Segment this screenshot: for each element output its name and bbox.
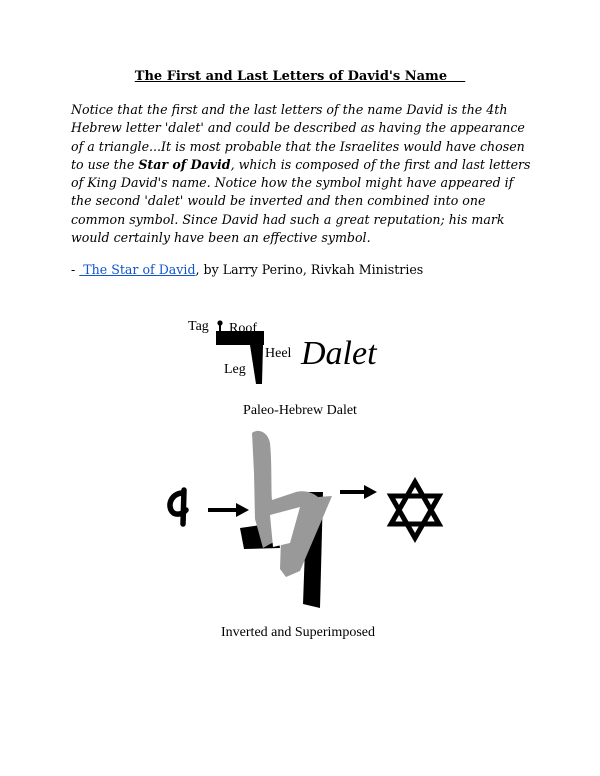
star-of-david-link[interactable]: The Star of David	[79, 262, 196, 277]
paragraph-line: Hebrew letter 'dalet' and could be described as having the appearance	[71, 120, 525, 136]
label-roof: Roof	[229, 321, 257, 336]
paragraph-line: Notice that the first and the last letters of the name David is the 4th	[71, 102, 508, 117]
paragraph-text: to use the	[71, 156, 139, 172]
label-heel: Heel	[265, 346, 292, 361]
arrow-right-icon	[340, 485, 377, 499]
paragraph-text: , which is composed of the first and last letters	[230, 156, 531, 172]
paragraph-line: of King David's name. Notice how the symbol might have appeared if	[71, 175, 514, 191]
caption-paleo-hebrew: Paleo-Hebrew Dalet	[243, 403, 357, 418]
star-of-david-emphasis: Star of David	[138, 156, 231, 172]
page-title: The First and Last Letters of David's Name	[134, 69, 466, 84]
caption-inverted: Inverted and Superimposed	[221, 625, 375, 640]
arrow-right-icon	[208, 503, 249, 517]
paragraph-line: would certainly have been an effective symbol.	[71, 230, 371, 246]
paragraph-line: common symbol. Since David had such a great reputation; his mark	[71, 211, 505, 227]
label-tag: Tag	[188, 319, 209, 334]
label-leg: Leg	[224, 362, 246, 377]
citation-author: , by Larry Perino, Rivkah Ministries	[195, 262, 424, 277]
label-dalet-word: Dalet	[301, 335, 377, 372]
paragraph-line: the second 'dalet' would be inverted and then combined into one	[71, 193, 486, 209]
citation-prefix: -	[71, 262, 80, 277]
paragraph-line: of a triangle...It is most probable that the Israelites would have chosen	[71, 138, 525, 154]
paleo-dalet-icon	[170, 490, 186, 524]
star-of-david-icon	[391, 482, 439, 538]
